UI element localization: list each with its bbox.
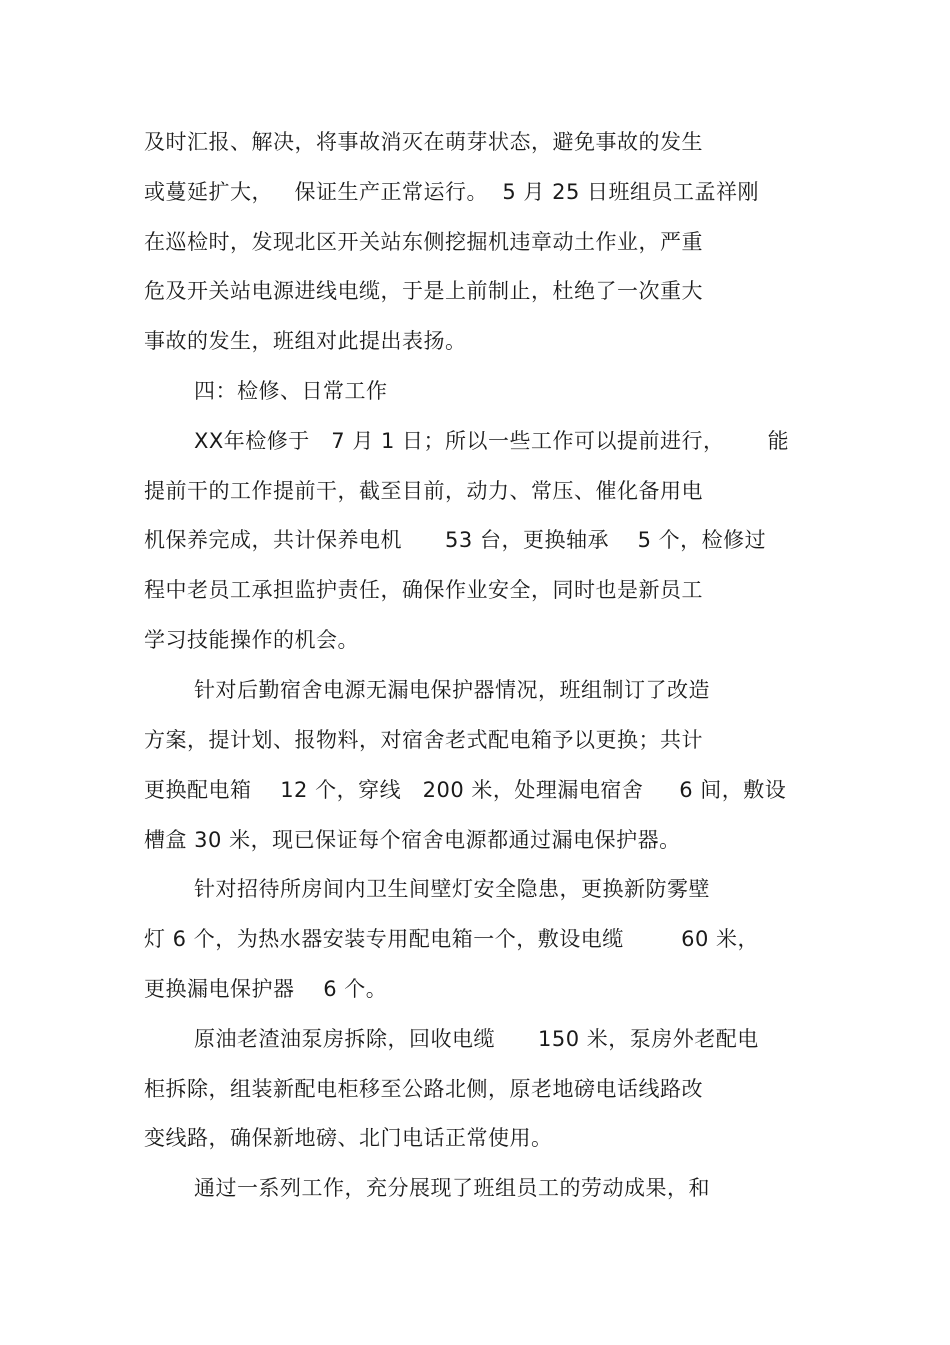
text-line: 更换配电箱 12 个，穿线 200 米，处理漏电宿舍 6 间，敷设: [144, 778, 787, 802]
text-line: 变线路，确保新地磅、北门电话正常使用。: [144, 1126, 553, 1150]
paragraph-start-line: 针对招待所房间内卫生间壁灯安全隐患，更换新防雾壁: [194, 877, 710, 901]
text-line: 程中老员工承担监护责任，确保作业安全，同时也是新员工: [144, 578, 703, 602]
paragraph-start-line: 原油老渣油泵房拆除，回收电缆 150 米，泵房外老配电: [194, 1027, 759, 1051]
paragraph-start-line: XX年检修于 7 月 1 日；所以一些工作可以提前进行， 能: [194, 429, 790, 453]
text-line: 提前干的工作提前干，截至目前，动力、常压、催化备用电: [144, 479, 703, 503]
text-line: 或蔓延扩大， 保证生产正常运行。 5 月 25 日班组员工孟祥刚: [144, 180, 759, 204]
text-line: 槽盒 30 米，现已保证每个宿舍电源都通过漏电保护器。: [144, 828, 681, 852]
text-line: 柜拆除，组装新配电柜移至公路北侧，原老地磅电话线路改: [144, 1077, 703, 1101]
paragraph-start-line: 通过一系列工作，充分展现了班组员工的劳动成果，和: [194, 1176, 710, 1200]
section-heading: 四：检修、日常工作: [194, 379, 388, 403]
text-line: 灯 6 个，为热水器安装专用配电箱一个，敷设电缆 60 米，: [144, 927, 760, 951]
text-line: 事故的发生，班组对此提出表扬。: [144, 329, 467, 353]
text-line: 机保养完成，共计保养电机 53 台，更换轴承 5 个，检修过: [144, 528, 767, 552]
text-line: 在巡检时，发现北区开关站东侧挖掘机违章动土作业，严重: [144, 230, 703, 254]
text-line: 学习技能操作的机会。: [144, 628, 359, 652]
paragraph-start-line: 针对后勤宿舍电源无漏电保护器情况，班组制订了改造: [194, 678, 710, 702]
text-line: 方案，提计划、报物料，对宿舍老式配电箱予以更换；共计: [144, 728, 703, 752]
text-line: 更换漏电保护器 6 个。: [144, 977, 388, 1001]
text-line: 及时汇报、解决，将事故消灭在萌芽状态，避免事故的发生: [144, 130, 703, 154]
text-line: 危及开关站电源进线电缆，于是上前制止，杜绝了一次重大: [144, 279, 703, 303]
